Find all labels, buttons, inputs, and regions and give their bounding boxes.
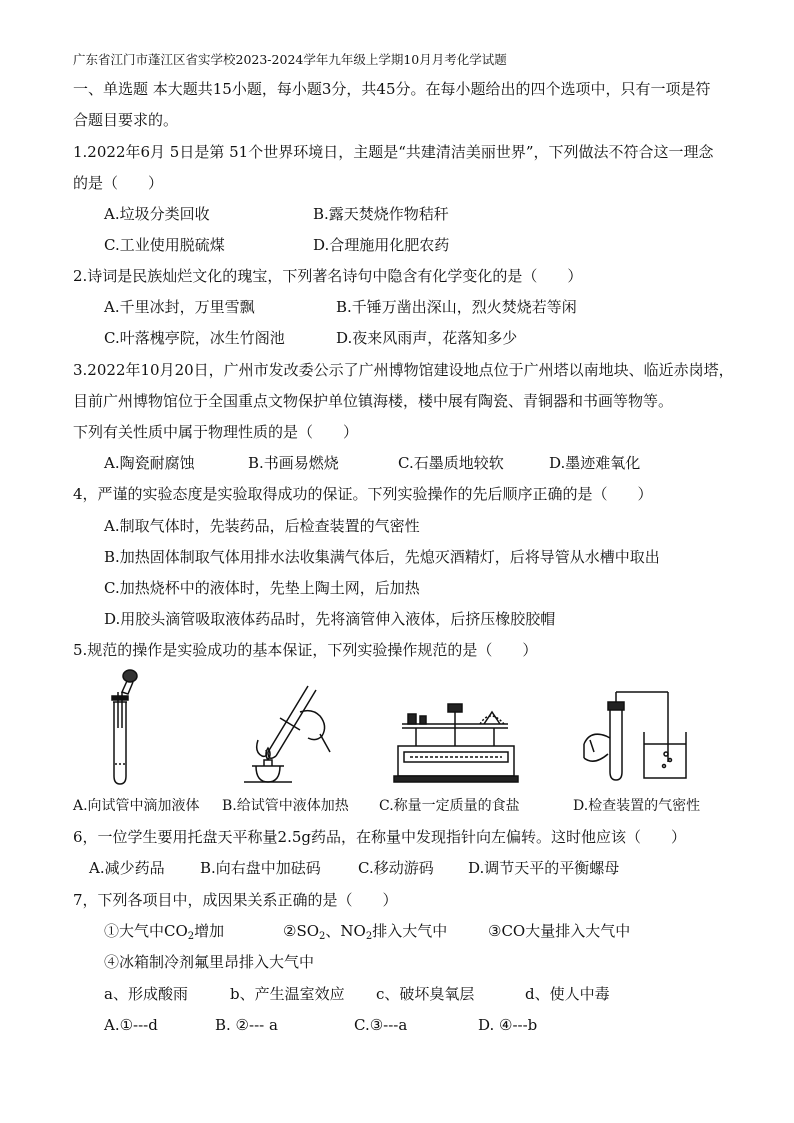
question-6-option-d: D.调节天平的平衡螺母 bbox=[468, 859, 620, 877]
question-4-option-b: B.加热固体制取气体用排水法收集满气体后，先熄灭酒精灯，后将导管从水槽中取出 bbox=[104, 548, 660, 566]
question-3-option-a: A.陶瓷耐腐蚀 bbox=[104, 454, 195, 472]
section-heading: 一、单选题 本大题共15小题，每小题3分，共45分。在每小题给出的四个选项中，只有一项是符 bbox=[73, 80, 711, 98]
dropper-test-tube-figure bbox=[100, 668, 150, 788]
question-4-option-c: C.加热烧杯中的液体时，先垫上陶土网，后加热 bbox=[104, 579, 420, 597]
question-7-option-d: D. ④---b bbox=[478, 1016, 538, 1034]
question-7-effect-b: b、产生温室效应 bbox=[230, 985, 345, 1003]
question-4-stem: 4，严谨的实验态度是实验取得成功的保证。下列实验操作的先后顺序正确的是（ ） bbox=[73, 485, 653, 503]
question-7-effect-a: a、形成酸雨 bbox=[104, 985, 188, 1003]
question-3-option-b: B.书画易燃烧 bbox=[248, 454, 339, 472]
question-1-option-d: D.合理施用化肥农药 bbox=[313, 236, 450, 254]
question-5-option-d: D.检查装置的气密性 bbox=[573, 798, 701, 814]
airtightness-check-figure bbox=[580, 688, 694, 784]
question-2-option-d: D.夜来风雨声，花落知多少 bbox=[336, 329, 518, 347]
question-1-stem: 1.2022年6月 5日是第 51个世界环境日，主题是“共建清洁美丽世界”，下列做法不符合这一理念 bbox=[73, 143, 714, 161]
question-1-option-b: B.露天焚烧作物秸秆 bbox=[313, 205, 449, 223]
question-3-option-c: C.石墨质地较软 bbox=[398, 454, 504, 472]
question-4-option-d: D.用胶头滴管吸取液体药品时，先将滴管伸入液体，后挤压橡胶胶帽 bbox=[104, 610, 556, 628]
question-2-option-a: A.千里冰封，万里雪飘 bbox=[104, 298, 255, 316]
question-6-option-a: A.减少药品 bbox=[89, 859, 165, 877]
question-7-option-a: A.①---d bbox=[104, 1016, 158, 1034]
question-6-option-c: C.移动游码 bbox=[358, 859, 434, 877]
question-5-stem: 5.规范的操作是实验成功的基本保证，下列实验操作规范的是（ ） bbox=[73, 641, 538, 659]
question-5-option-b: B.给试管中液体加热 bbox=[222, 798, 349, 814]
question-6-stem: 6，一位学生要用托盘天平称量2.5g药品，在称量中发现指针向左偏转。这时他应该（ ） bbox=[73, 828, 687, 846]
question-7-item-1: ①大气中$CO_2$增加 bbox=[104, 922, 225, 942]
question-5-option-a: A.向试管中滴加液体 bbox=[73, 798, 200, 814]
question-5-option-c: C.称量一定质量的食盐 bbox=[379, 798, 520, 814]
question-7-effect-d: d、使人中毒 bbox=[525, 985, 610, 1003]
section-heading-cont: 合题目要求的。 bbox=[73, 111, 179, 129]
question-4-option-a: A.制取气体时，先装药品，后检查装置的气密性 bbox=[104, 517, 420, 535]
question-6-option-b: B.向右盘中加砝码 bbox=[200, 859, 321, 877]
question-2-option-c: C.叶落槐亭院，冰生竹阁池 bbox=[104, 329, 285, 347]
heating-test-tube-figure bbox=[238, 682, 338, 786]
question-7-option-c: C.③---a bbox=[354, 1016, 408, 1034]
question-7-item-2: $②SO_2$、$NO_2$排入大气中 bbox=[283, 922, 448, 942]
question-3-stem-cont: 目前广州博物馆位于全国重点文物保护单位镇海楼，楼中展有陶瓷、青铜器和书画等物等。 bbox=[73, 392, 674, 410]
question-2-option-b: B.千锤万凿出深山，烈火焚烧若等闲 bbox=[336, 298, 577, 316]
question-2-stem: 2.诗词是民族灿烂文化的瑰宝，下列著名诗句中隐含有化学变化的是（ ） bbox=[73, 267, 583, 285]
question-1-option-a: A.垃圾分类回收 bbox=[104, 205, 210, 223]
question-7-effect-c: c、破坏臭氧层 bbox=[376, 985, 475, 1003]
exam-title: 广东省江门市蓬江区省实学校2023-2024学年九年级上学期10月月考化学试题 bbox=[73, 52, 507, 67]
question-7-item-3: ③CO大量排入大气中 bbox=[488, 922, 631, 940]
question-3-option-d: D.墨迹难氧化 bbox=[549, 454, 641, 472]
balance-weighing-figure bbox=[392, 700, 520, 784]
question-1-stem-cont: 的是（ ） bbox=[73, 174, 164, 192]
question-1-option-c: C.工业使用脱硫煤 bbox=[104, 236, 225, 254]
question-3-stem-cont2: 下列有关性质中属于物理性质的是（ ） bbox=[73, 423, 359, 441]
question-7-stem: 7，下列各项目中，成因果关系正确的是（ ） bbox=[73, 891, 398, 909]
question-7-option-b: B. ②--- a bbox=[215, 1016, 278, 1034]
question-7-item-4: ④冰箱制冷剂氟里昂排入大气中 bbox=[104, 953, 315, 971]
question-3-stem: 3.2022年10月20日，广州市发改委公示了广州博物馆建设地点位于广州塔以南地块、临近赤岗塔， bbox=[73, 361, 734, 379]
